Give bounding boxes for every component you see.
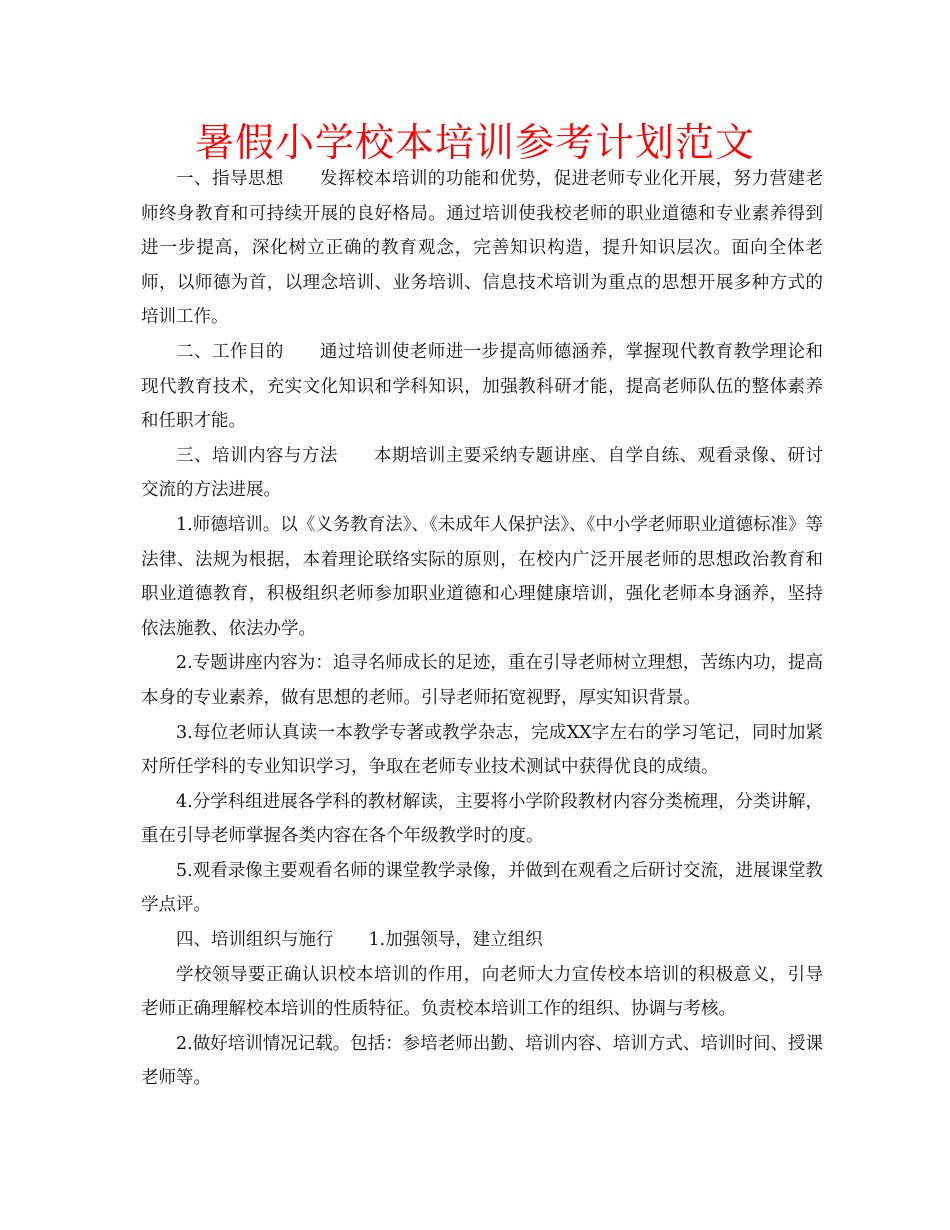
paragraph-records: 2.做好培训情况记载。包括：参培老师出勤、培训内容、培训方式、培训时间、授课老师等。	[141, 1033, 823, 1089]
paragraph-item-3-reading: 3.每位老师认真读一本教学专著或教学杂志，完成XX字左右的学习笔记，同时加紧对所任学科的专业知识学习，争取在老师专业技术测试中获得优良的成绩。	[141, 722, 823, 778]
paragraph-item-4-textbook: 4.分学科组进展各学科的教材解读，主要将小学阶段教材内容分类梳理，分类讲解，重在引导老师掌握各类内容在各个年级教学时的度。	[141, 791, 823, 847]
paragraph-item-2-lectures: 2.专题讲座内容为：追寻名师成长的足迹，重在引导老师树立理想，苦练内功，提高本身的专业素养，做有思想的老师。引导老师拓宽视野，厚实知识背景。	[141, 653, 823, 708]
paragraph-item-1-ethics-training: 1.师德培训。以《义务教育法》、《未成年人保护法》、《中小学老师职业道德标准》等法律、法规为根据，本着理论联络实际的原则，在校内广泛开展老师的思想政治教育和职业道德教育，积极组织老师参加职业道德和心理健康培训，强化老师本身涵养，坚持依法施教、依法办学。	[141, 514, 823, 639]
paragraph-guiding-ideology: 一、指导思想 发挥校本培训的功能和优势，促进老师专业化开展，努力营建老师终身教育和可持续开展的良好格局。通过培训使我校老师的职业道德和专业素养得到进一步提高，深化树立正确的教育观念，完善知识构造，提升知识层次。面向全体老师，以师德为首，以理念培训、业务培训、信息技术培训为重点的思想开展多种方式的培训工作。	[141, 169, 823, 328]
paragraph-item-5-videos: 5.观看录像主要观看名师的课堂教学录像，并做到在观看之后研讨交流，进展课堂教学点评。	[141, 860, 823, 916]
paragraph-work-objective: 二、工作目的 通过培训使老师进一步提高师德涵养，掌握现代教育教学理论和现代教育技术，充实文化知识和学科知识，加强教科研才能，提高老师队伍的整体素养和任职才能。	[141, 341, 823, 432]
paragraph-leadership: 学校领导要正确认识校本培训的作用，向老师大力宣传校本培训的积极意义，引导老师正确理解校本培训的性质特征。负责校本培训工作的组织、协调与考核。	[141, 964, 823, 1020]
paragraph-training-content-methods: 三、培训内容与方法 本期培训主要采纳专题讲座、自学自练、观看录像、研讨交流的方法进展。	[141, 445, 823, 501]
paragraph-organization: 四、培训组织与施行 1.加强领导，建立组织	[176, 930, 543, 951]
document-title: 暑假小学校本培训参考计划范文	[194, 121, 755, 166]
document-body	[141, 162, 823, 1096]
